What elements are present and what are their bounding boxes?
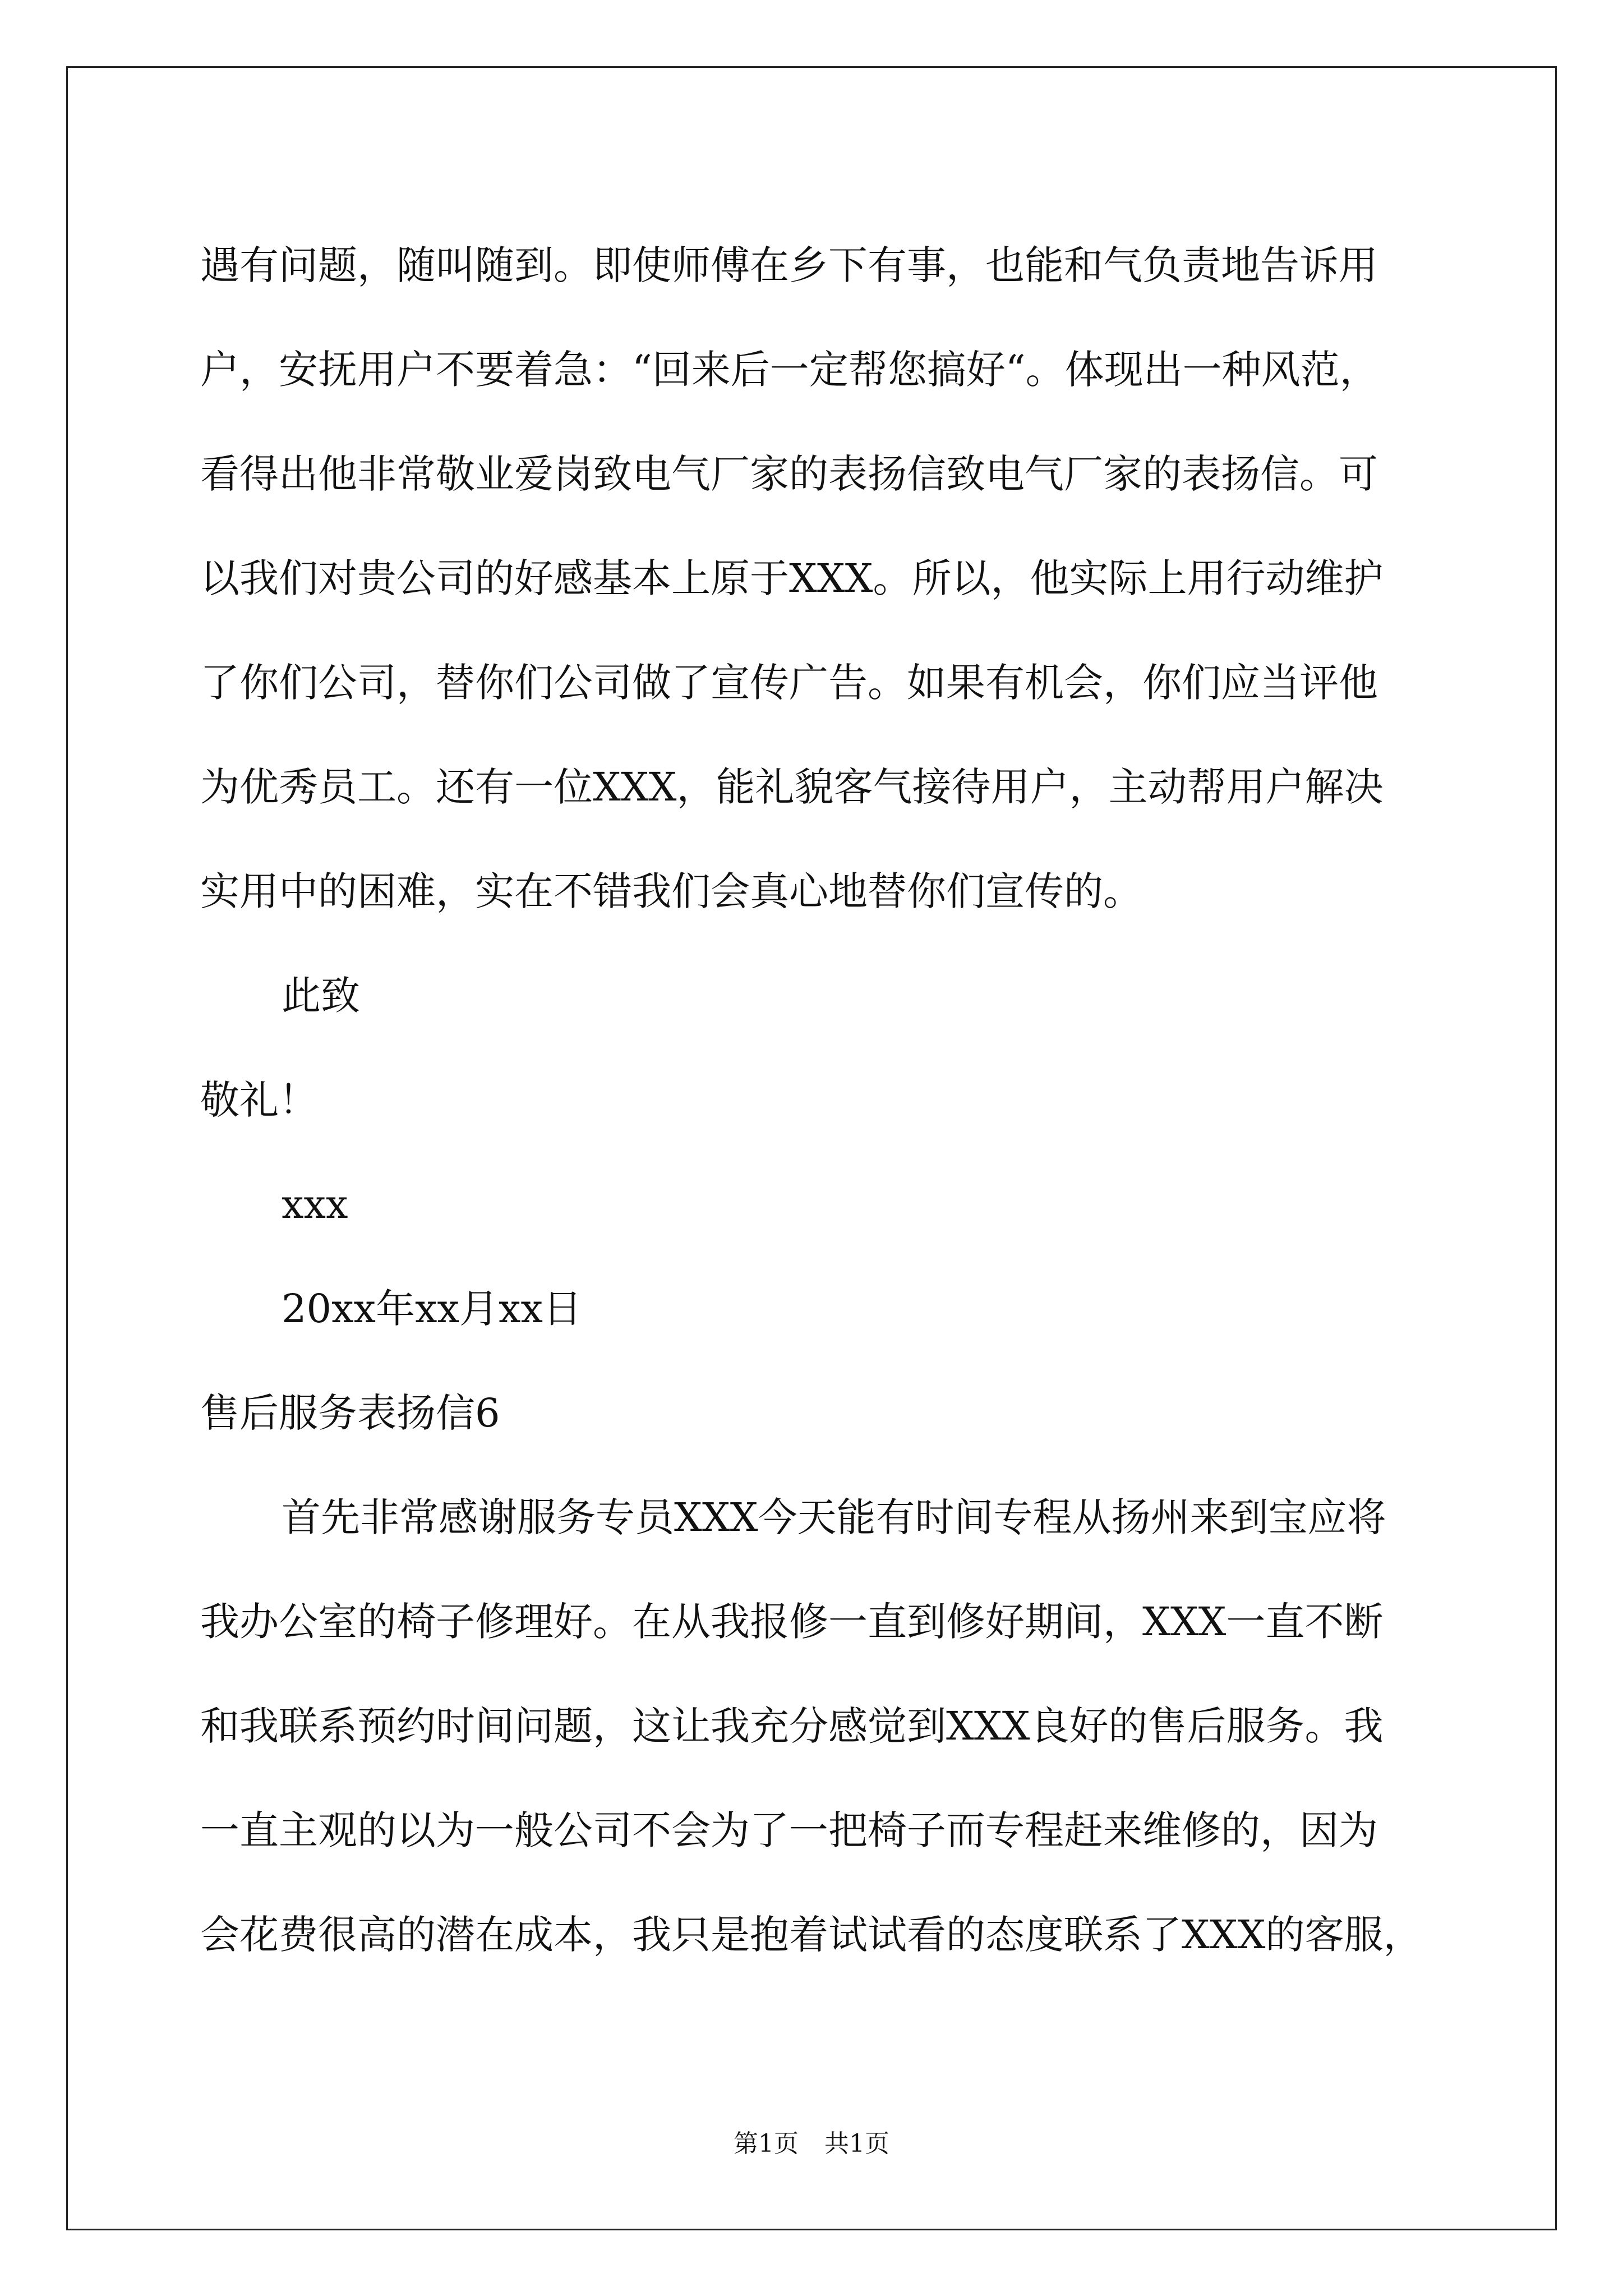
body-line: 以我们对贵公司的好感基本上原于XXX。所以，他实际上用行动维护	[200, 555, 1384, 601]
body-line: 首先非常感谢服务专员XXX今天能有时间专程从扬州来到宝应将	[282, 1494, 1386, 1540]
letter-date: 20xx年xx月xx日	[282, 1286, 582, 1332]
body-line: 实用中的困难，实在不错我们会真心地替你们宣传的。	[200, 868, 1142, 914]
signature: xxx	[282, 1181, 348, 1227]
body-line: 户，安抚用户不要着急：“回来后一定帮您搞好“。体现出一种风范，	[200, 347, 1379, 393]
section-title: 售后服务表扬信6	[200, 1390, 500, 1436]
salutation: 敬礼！	[200, 1077, 318, 1123]
page-count: 共1页	[824, 2129, 889, 2158]
body-line: 了你们公司，替你们公司做了宣传广告。如果有机会，你们应当评他	[200, 660, 1378, 706]
body-line: 会花费很高的潜在成本，我只是抱着试试看的态度联系了XXX的客服，	[200, 1912, 1423, 1958]
body-line: 看得出他非常敬业爱岗致电气厂家的表扬信致电气厂家的表扬信。可	[200, 451, 1378, 497]
body-line: 为优秀员工。还有一位XXX，能礼貌客气接待用户，主动帮用户解决	[200, 764, 1384, 810]
body-line: 一直主观的以为一般公司不会为了一把椅子而专程赶来维修的，因为	[200, 1807, 1378, 1853]
closing-phrase: 此致	[282, 973, 360, 1019]
body-line: 遇有问题，随叫随到。即使师傅在乡下有事，也能和气负责地告诉用	[200, 242, 1378, 288]
document-body	[200, 213, 1445, 1987]
page-footer	[0, 2127, 1623, 2161]
page-number: 第1页	[734, 2129, 799, 2158]
body-line: 和我联系预约时间问题，这让我充分感觉到XXX良好的售后服务。我	[200, 1703, 1384, 1749]
body-line: 我办公室的椅子修理好。在从我报修一直到修好期间，XXX一直不断	[200, 1599, 1384, 1645]
